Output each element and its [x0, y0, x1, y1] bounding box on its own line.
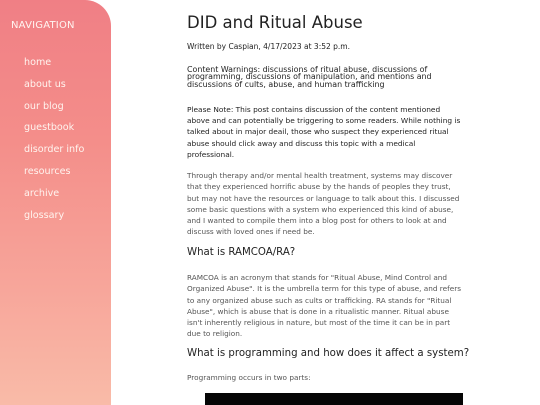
nav-list [24, 56, 84, 230]
heading-ramcoa: What is RAMCOA/RA? [187, 247, 296, 258]
nav-link-resources[interactable]: resources [24, 165, 71, 177]
embedded-media-block [205, 393, 463, 405]
ramcoa-paragraph: RAMCOA is an acronym that stands for "Ritual Abuse, Mind Control and Organized Abuse". It is the umbrella term for this type of abuse, and refers to any organized abuse such as cults or trafficking. RA stands for "Ritual Abuse", which is abuse that is done in a ritualistic manner. Ritual abuse isn't inherently religious in nature, but most of the time it can be in part due to religion. [187, 273, 461, 339]
heading-programming: What is programming and how does it affect a system? [187, 348, 470, 359]
nav-link-about-us[interactable]: about us [24, 78, 66, 90]
sidebar-navigation [0, 0, 111, 405]
nav-link-glossary[interactable]: glossary [24, 209, 65, 221]
trigger-note: Please Note: This post contains discussion of the content mentioned above and can potentially be triggering to some readers. While nothing is talked about in major deail, those who suspect they experienced ritual abuse should click away and discuss this topic with a medical professional. [187, 105, 461, 159]
intro-paragraph: Through therapy and/or mental health treatment, systems may discover that they experienced horrific abuse by the hands of peoples they trust, but may not have the resources or language to talk about this. I discussed some basic questions with a system who experienced this kind of abuse, and I wanted to compile them into a blog post for others to look at and discuss with loved ones if need be. [187, 171, 460, 237]
nav-link-archive[interactable]: archive [24, 187, 60, 199]
nav-link-our-blog[interactable]: our blog [24, 100, 64, 112]
nav-link-guestbook[interactable]: guestbook [24, 122, 75, 134]
nav-link-disorder-info[interactable]: disorder info [24, 144, 85, 156]
navigation-heading: NAVIGATION [11, 20, 75, 31]
content-warnings: Content Warnings: discussions of ritual abuse, discussions of programming, discussions of manipulation, and mentions and discussions of cults, abuse, and human trafficking [187, 65, 432, 89]
post-title: DID and Ritual Abuse [187, 13, 363, 32]
post-byline: Written by Caspian, 4/17/2023 at 3:52 p.m. [187, 42, 350, 51]
programming-intro: Programming occurs in two parts: [187, 373, 311, 382]
nav-link-home[interactable]: home [24, 57, 52, 68]
